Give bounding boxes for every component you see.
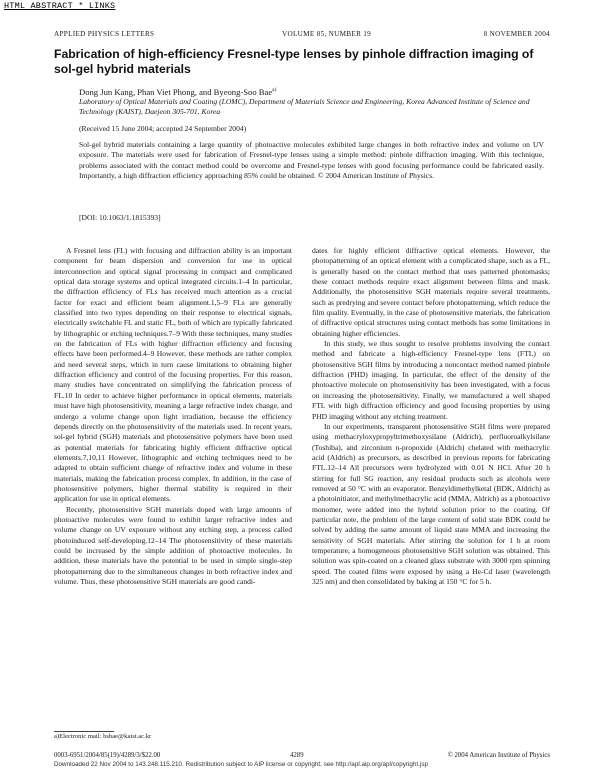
footnote: a)Electronic mail: bsbae@kaist.ac.kr [54, 733, 152, 740]
author-footnote-mark: a) [272, 87, 277, 94]
affiliation: Laboratory of Optical Materials and Coating (LOMC), Department of Materials Science and Engineering, Korea Advanced Institute of Science and Technology (KAIST), Daejeon 305-701, Korea [79, 97, 530, 116]
html-abstract-links-link[interactable]: HTML ABSTRACT * LINKS [4, 1, 116, 11]
running-head [54, 30, 550, 40]
issn-code: 0003-6951/2004/85(19)/4289/3/$22.00 [54, 752, 161, 759]
copyright: © 2004 American Institute of Physics [447, 752, 550, 759]
paragraph: In this study, we thus sought to resolve problems involving the contact method and fabricate a high-efficiency Fresnel-type lens (FTL) on photosensitive SGH films by introducing a noncontact method named pinhole diffraction (PHD) imaging. In particular, the effect of the density of the photoactive molecule on photosensitivity has been investigated, with a focus on increasing the photosensitivity. Finally, we manufactured a well shaped FTL with high diffraction efficiency and good focusing properties by using PHD imaging without any etching treatment. [312, 339, 550, 421]
header-bar [0, 0, 600, 14]
page-number: 4289 [290, 752, 304, 759]
received-dates: (Received 15 June 2004; accepted 24 September 2004) [79, 124, 247, 133]
right-column [312, 246, 550, 587]
left-column [54, 246, 292, 587]
paragraph: In our experiments, transparent photosensitive SGH films were prepared using methacryloxypropyltrimethoxysilane (Aldrich), perfluoroalkylsilane (Toshiba), and zirconium n-propoxide (Aldrich) chelated with methacrylic acid (Aldrich) as precursors, as described in previous reports for fabricating FTL.12–14 All precursors were hydrolyzed with 0.01 N HCl. After 20 h stirring for full SG reaction, any residual products such as alcohols were removed at 50 °C with an evaporator. Benzyldimethylketal (BDK, Aldrich) as a photoinitiator, and methylmethacrylic acid (MMA, Aldrich) as a photoactive monomer, were added into the hybrid solution prior to the coating. Of particular note, the problem of the large content of solid state BDK could be solved by adding the same amount of liquid state MMA and increasing the sensitivity of SGH materials. After stirring the solution for 1 h at room temperature, a homogeneous photosensitive SGH solution was obtained. This solution was spin-coated on a cleaned glass substrate with 3000 rpm spinning speed. The coated films were exposed by using a He-Cd laser (wavelength 325 nm) and then consolidated by baking at 150 °C for 5 h. [312, 421, 550, 586]
paragraph: Recently, photosensitive SGH materials doped with large amounts of photoactive molecules were found to exhibit larger refractive index and volume change on UV exposure without any etching step, a process called photoinduced self-developing.12–14 The photosensitivity of these materials could be increased by the simple addition of photoactive molecules. In addition, these materials have the potential to be used in simple single-step photopatterning due to the simultaneous changes in both refractive index and volume. Thus, these photosensitive SGH materials are good candi- [54, 504, 292, 586]
paper-title: Fabrication of high-efficiency Fresnel-type lenses by pinhole diffraction imaging of sol-gel hybrid materials [54, 47, 534, 76]
footnote-divider [54, 731, 114, 732]
volume-number: VOLUME 85, NUMBER 19 [282, 30, 372, 38]
author-list [79, 87, 549, 97]
paragraph: A Fresnel lens (FL) with focusing and diffraction ability is an important component for beam dispersion and conversion for use in optical interconnection and optical signal processing in compact and complicated optical data storage systems and optical integrated circuits.1–4 In particular, the diffraction efficiency of FLs has received much attention as a crucial factor for exact and efficient beam alignment.1,5–9 FLs are generally classified into two types depending on their response to electrical signals, electrically switchable FL and static FL, both of which are typically fabricated by lithographic or etching techniques.7–9 With these techniques, many studies on the fabrication of FLs with higher diffraction efficiency and focusing effects have been performed.4–9 However, these methods are rather complex and need several steps, which in turn cause limitations to obtaining higher diffraction efficiency and control of the focusing properties. For this reason, many studies have concentrated on simplifying the fabrication process of FL.10 In order to achieve higher performance in optical elements, materials must have high photosensitivity, meaning a large refractive index change, and undergo a volume change upon light irradiation, because the efficiency depends directly on the photosensitivity of the materials used. In recent years, sol-gel hybrid (SGH) materials and photosensitive polymers have been used as potential materials for fabricating highly efficient diffractive optical elements.7,10,11 However, lithographic and etching techniques need to be adapted to obtain sufficient change of refractive index and volume in these materials, making the fabrication process complex. In addition, in the case of photosensitive polymers, higher thermal stability is required in their application for use in optical elements. [54, 246, 292, 504]
doi[interactable]: [DOI: 10.1063/1.1815393] [79, 213, 161, 222]
download-notice: Downloaded 22 Nov 2004 to 143.248.115.210. Redistribution subject to AIP license or copyright, see http://apl.aip.org/apl/copyright.jsp [54, 761, 428, 768]
author-names: Dong Jun Kang, Phan Viet Phong, and Byeong-Soo Bae [79, 87, 273, 97]
issue-date: 8 NOVEMBER 2004 [483, 30, 550, 38]
paragraph: dates for highly efficient diffractive optical elements. However, the photopatterning of an optical element with a complicated shape, such as a FL, is generally based on the contact method that uses patterned photomasks; these contact methods require exact alignment between films and mask. Additionally, the photosensitive SGH materials require several treatments, such as predrying and severe contact before photopatterning, which reduce the film quality. Eventually, in the case of photosensitive materials, the fabrication of diffractive optical structures using contact methods has some limitations in obtaining higher efficiencies. [312, 246, 550, 338]
journal-name: APPLIED PHYSICS LETTERS [54, 30, 155, 38]
abstract: Sol-gel hybrid materials containing a large quantity of photoactive molecules exhibited large changes in both refractive index and volume on UV exposure. The materials were used for fabrication of Fresnel-type lenses using a simple method: pinhole diffraction imaging. With this technique, problems associated with the contact method could be overcome and Fresnel-type lenses with good focusing performance could be fabricated easily. Importantly, a high diffraction efficiency approaching 85% could be obtained. © 2004 American Institute of Physics. [79, 140, 544, 181]
